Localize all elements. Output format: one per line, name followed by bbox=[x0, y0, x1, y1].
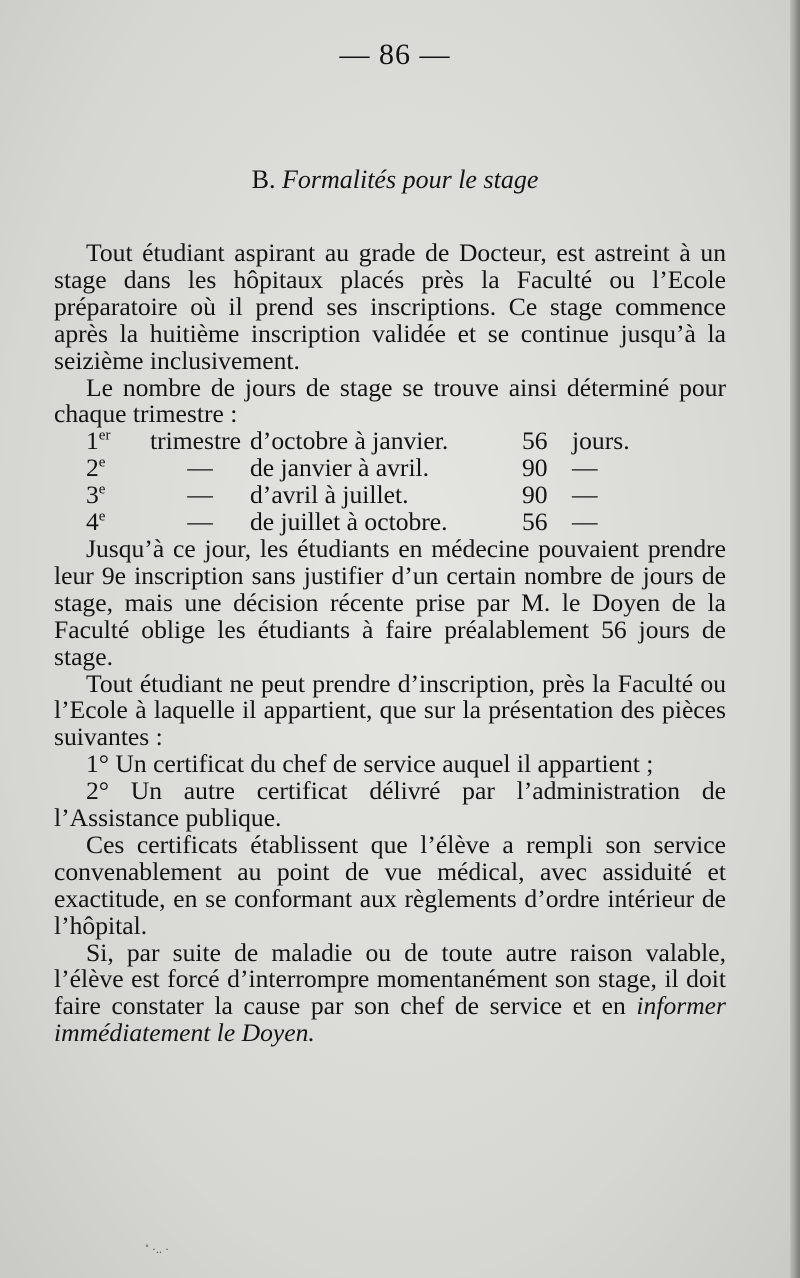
table-row bbox=[86, 428, 676, 455]
table-cell-ordinal: 2e bbox=[86, 453, 106, 483]
page-edge-shadow bbox=[790, 0, 800, 1278]
paragraph: 1° Un certificat du chef de service auquel il appartient ; bbox=[86, 749, 654, 779]
table-row bbox=[86, 455, 676, 482]
table-cell-period: d’avril à juillet. bbox=[250, 480, 409, 510]
table-cell-ordinal: 3e bbox=[86, 480, 106, 510]
table-cell-unit: — bbox=[572, 480, 598, 510]
table-cell-days: 56 bbox=[522, 507, 548, 537]
stage-days-table bbox=[86, 428, 676, 536]
table-cell-period: de janvier à avril. bbox=[250, 453, 430, 483]
table-cell-ordinal: 4e bbox=[86, 507, 106, 537]
table-cell-label: — bbox=[187, 480, 213, 510]
section-title: Formalités pour le stage bbox=[281, 165, 539, 194]
paragraph: 2° Un autre certificat délivré par l’administration de l’Assistance publique. bbox=[54, 776, 726, 833]
page-number: — 86 — bbox=[339, 38, 451, 71]
table-cell-period: d’octobre à janvier. bbox=[250, 426, 449, 456]
paragraph: Tout étudiant aspirant au grade de Docteur, est astreint à un stage dans les hôpitaux placés près la Faculté ou l’Ecole préparatoire où il prend ses inscriptions. Ce stage commence après la huitième inscription validée et se continue jusqu’à la seizième inclusivement. bbox=[54, 238, 726, 375]
table-row bbox=[86, 509, 676, 536]
paragraph bbox=[54, 937, 726, 1048]
table-cell-days: 56 bbox=[522, 426, 548, 456]
table-cell-period: de juillet à octobre. bbox=[250, 507, 448, 537]
faint-mark: ˚ ·.. · bbox=[145, 1242, 169, 1256]
table-cell-unit: — bbox=[572, 507, 598, 537]
table-cell-label: — bbox=[187, 507, 213, 537]
table-cell-unit: — bbox=[572, 453, 598, 483]
paragraph: Tout étudiant ne peut prendre d’inscription, près la Faculté ou l’Ecole à laquelle il appartient, que sur la présentation des pièces suivantes : bbox=[54, 668, 726, 752]
section-letter: B. bbox=[251, 165, 276, 194]
paragraph: Ces certificats établissent que l’élève a rempli son service convenablement au point de vue médical, avec assiduité et exactitude, en se conformant aux règlements d’ordre intérieur de l’hôpital. bbox=[54, 829, 726, 940]
paragraph-text: Si, par suite de maladie ou de toute autre raison valable, l’élève est forcé d’interrompre momentanément son stage, il doit faire constater la cause par son chef de service et en bbox=[54, 937, 726, 1021]
table-cell-label: trimestre bbox=[150, 426, 241, 456]
table-row bbox=[86, 482, 676, 509]
table-cell-days: 90 bbox=[522, 480, 548, 510]
body-text bbox=[54, 240, 726, 1047]
paragraph-italic-text: informer immédiatement le Doyen. bbox=[54, 991, 726, 1048]
table-cell-unit: jours. bbox=[572, 426, 630, 456]
table-cell-ordinal: 1er bbox=[86, 426, 111, 456]
table-cell-days: 90 bbox=[522, 453, 548, 483]
paragraph: Jusqu’à ce jour, les étudiants en médecine pouvaient prendre leur 9e inscription sans justifier d’un certain nombre de jours de stage, mais une décision récente prise par M. le Doyen de la Faculté oblige les étudiants à faire préalablement 56 jours de stage. bbox=[54, 533, 726, 671]
paragraph: Le nombre de jours de stage se trouve ainsi déterminé pour chaque trimestre : bbox=[54, 372, 726, 429]
table-cell-label: — bbox=[187, 453, 213, 483]
section-heading bbox=[0, 165, 790, 195]
